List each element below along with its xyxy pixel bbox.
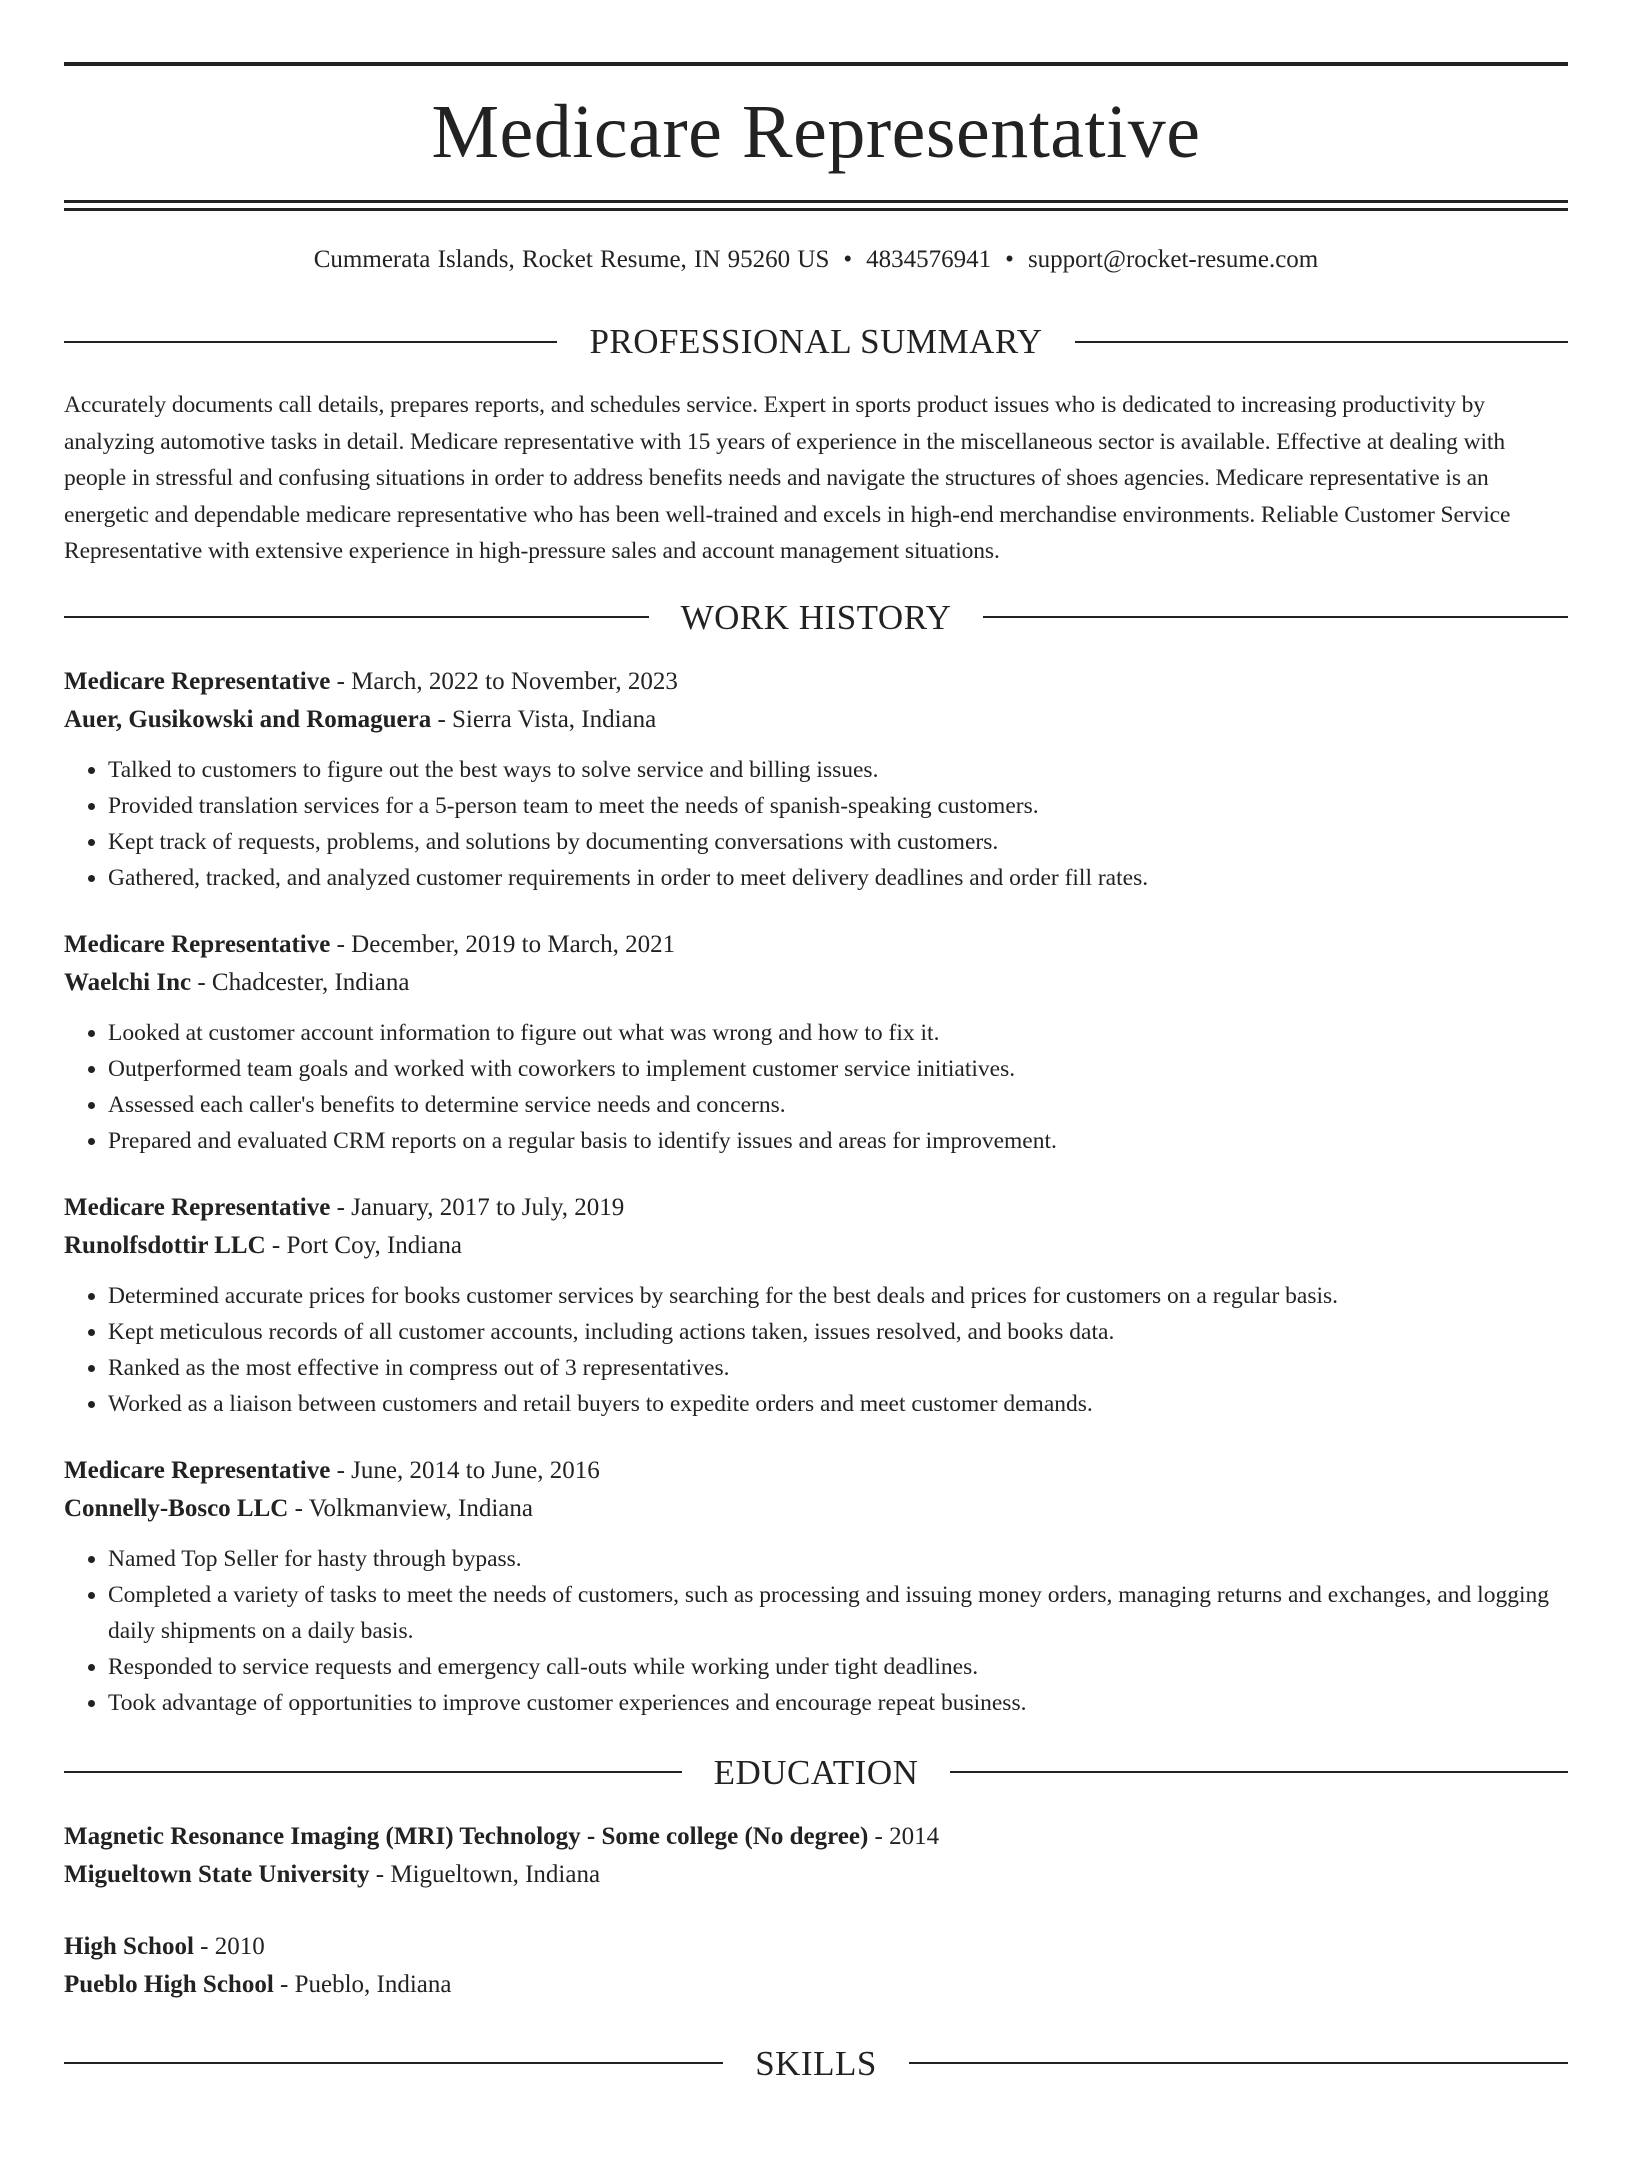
education-school-line [64,1856,1568,1894]
job-bullet: • Named Top Seller for hasty through bypass. [108,1541,1568,1577]
contact-separator: • [1005,246,1014,273]
education-entry [64,1928,1568,2004]
section-title: WORK HISTORY [680,597,952,637]
job-dates: - December, 2019 to March, 2021 [330,930,676,958]
job-bullets [64,1015,1568,1159]
job-bullet: • Worked as a liaison between customers and retail buyers to expedite orders and meet customer demands. [108,1386,1568,1422]
job-dates: - June, 2014 to June, 2016 [330,1456,600,1484]
job-bullet: • Kept meticulous records of all customer accounts, including actions taken, issues resolved, and books data. [108,1314,1568,1350]
education-degree-line [64,1818,1568,1856]
job-dates: - January, 2017 to July, 2019 [330,1193,625,1221]
divider-line [983,616,1568,618]
job-bullet: • Took advantage of opportunities to improve customer experiences and encourage repeat business. [108,1685,1568,1721]
education-entry [64,1818,1568,1894]
education-year: - 2010 [193,1932,265,1960]
job-location: - Volkmanview, Indiana [288,1494,533,1522]
job-location: - Chadcester, Indiana [191,968,410,996]
education-school-line [64,1966,1568,2004]
job-location: - Port Coy, Indiana [265,1231,462,1259]
contact-email: support@rocket-resume.com [1027,246,1319,273]
education-degree: Magnetic Resonance Imaging (MRI) Technology - Some college (No degree) [64,1822,869,1850]
divider-line [950,1771,1568,1773]
job-title-line [64,663,1568,701]
education-location: - Pueblo, Indiana [273,1970,452,1998]
job-bullet: • Talked to customers to figure out the best ways to solve service and billing issues. [108,752,1568,788]
section-title: SKILLS [755,2043,877,2083]
section-heading-skills [64,2043,1568,2083]
job-company-line [64,701,1568,739]
job-title: Medicare Representative [64,930,331,958]
divider-line [64,1771,682,1773]
section-heading-education [64,1752,1568,1792]
header-top-rule [64,62,1568,66]
education-school: Migueltown State University [64,1860,370,1888]
divider-line [1075,341,1568,343]
contact-address: Cummerata Islands, Rocket Resume, IN 95260 US [313,246,830,273]
job-location: - Sierra Vista, Indiana [431,705,657,733]
job-company: Auer, Gusikowski and Romaguera [64,705,432,733]
education-degree: High School [64,1932,194,1960]
job-company: Runolfsdottir LLC [64,1231,266,1259]
divider-line [64,341,557,343]
job-bullet: • Responded to service requests and emergency call-outs while working under tight deadlines. [108,1649,1568,1685]
job-bullet: • Provided translation services for a 5-person team to meet the needs of spanish-speaking customers. [108,788,1568,824]
job-bullet: • Prepared and evaluated CRM reports on a regular basis to identify issues and areas for improvement. [108,1123,1568,1159]
job-title: Medicare Representative [64,1193,331,1221]
job-company: Waelchi Inc [64,968,192,996]
job-bullet: • Ranked as the most effective in compress out of 3 representatives. [108,1350,1568,1386]
summary-text: Accurately documents call details, prepares reports, and schedules service. Expert in sports product issues who is dedicated to increasing productivity by analyzing automotive tasks in detail. Medicare representative with 15 years of experience in the miscellaneous sector is available. Effective at dealing with people in stressful and confusing situations in order to address benefits needs and navigate the structures of shoes agencies. Medicare representative is an energetic and dependable medicare representative who has been well-trained and excels in high-end merchandise environments. Reliable Customer Service Representative with extensive experience in high-pressure sales and account management situations. [64,392,1511,564]
education-school: Pueblo High School [64,1970,274,1998]
education-year: - 2014 [868,1822,940,1850]
job-title: Medicare Representative [64,1456,331,1484]
divider-line [909,2062,1568,2064]
divider-line [64,616,649,618]
job-bullets [64,752,1568,896]
job-bullet: • Looked at customer account information to figure out what was wrong and how to fix it. [108,1015,1568,1051]
contact-phone: 4834576941 [866,246,992,273]
job-entry [64,1189,1568,1422]
job-entry [64,1452,1568,1721]
resume-name: Medicare Representative [431,90,1201,174]
section-heading-work-history [64,597,1568,637]
job-bullet: • Gathered, tracked, and analyzed customer requirements in order to meet delivery deadlines and order fill rates. [108,860,1568,896]
header-double-rule [64,200,1568,211]
section-title: PROFESSIONAL SUMMARY [589,322,1043,361]
job-bullet: • Kept track of requests, problems, and solutions by documenting conversations with customers. [108,824,1568,860]
education-location: - Migueltown, Indiana [369,1860,601,1888]
resume-page [0,62,1632,2174]
job-company-line [64,1490,1568,1528]
education-degree-line [64,1928,1568,1966]
job-dates: - March, 2022 to November, 2023 [330,667,678,695]
job-company-line [64,1227,1568,1265]
job-title-line [64,1189,1568,1227]
job-bullet: • Completed a variety of tasks to meet the needs of customers, such as processing and issuing money orders, managing returns and exchanges, and logging daily shipments on a daily basis. [108,1577,1568,1649]
job-bullet: • Determined accurate prices for books customer services by searching for the best deals and prices for customers on a regular basis. [108,1278,1568,1314]
job-entry [64,663,1568,896]
job-title-line [64,1452,1568,1490]
section-title: EDUCATION [713,1752,919,1792]
divider-line [64,2062,723,2064]
job-company-line [64,964,1568,1002]
contact-line [64,247,1568,272]
job-title: Medicare Representative [64,667,331,695]
job-title-line [64,926,1568,964]
job-company: Connelly-Bosco LLC [64,1494,289,1522]
job-bullet: • Outperformed team goals and worked with coworkers to implement customer service initiatives. [108,1051,1568,1087]
job-bullets [64,1541,1568,1721]
job-bullet: • Assessed each caller's benefits to determine service needs and concerns. [108,1087,1568,1123]
job-bullets [64,1278,1568,1422]
section-heading-summary [64,324,1568,359]
contact-separator: • [843,246,853,273]
job-entry [64,926,1568,1159]
